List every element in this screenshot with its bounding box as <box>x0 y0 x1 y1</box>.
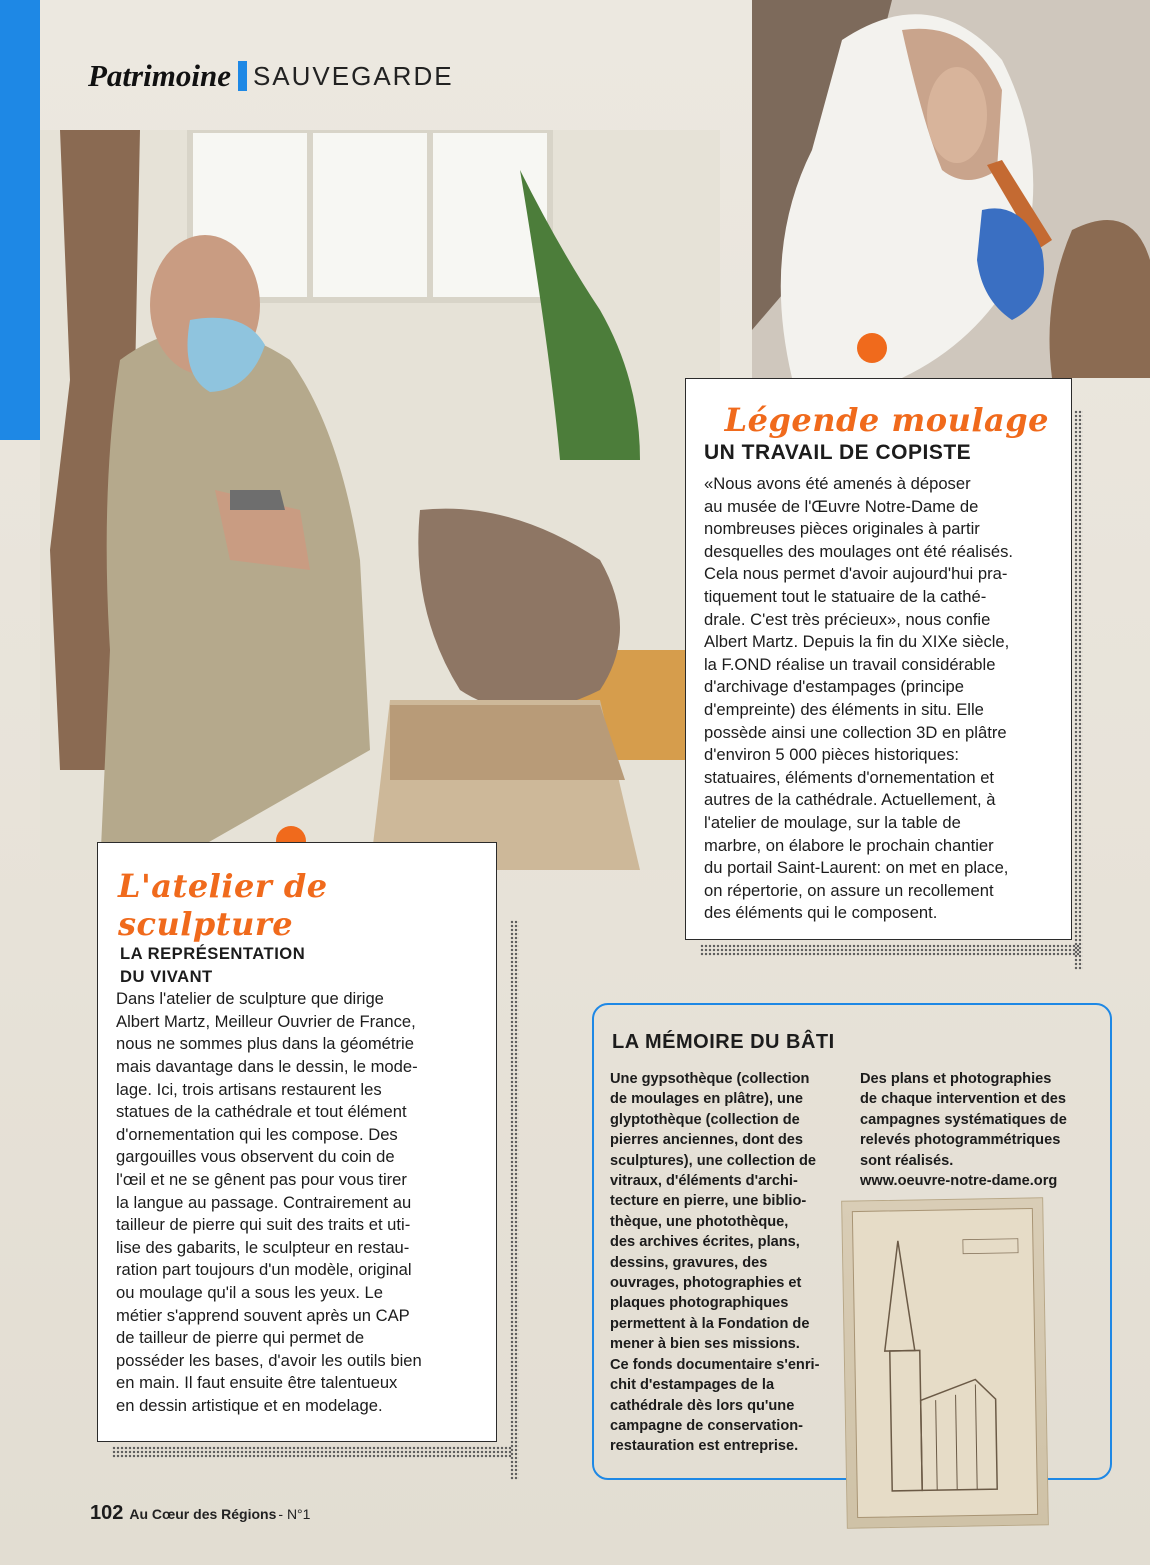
copiste-dotted-bottom <box>700 944 1080 956</box>
header-divider-bar <box>238 61 247 91</box>
magazine-name: Au Cœur des Régions <box>129 1506 277 1522</box>
section-header <box>88 58 454 94</box>
atelier-paragraph: Dans l'atelier de sculpture que dirige Albert Martz, Meilleur Ouvrier de France, nous ne sommes plus dans la géométrie mais davantage dans le dessin, le mode- lage. Ici, trois artisans restaurent les statues de la cathédrale et tout élément d'ornementation qui les compose. Des gargouilles vous observent du coin de l'œil et ne se gênent pas pour vous tirer la langue au passage. Contrairement au tailleur de pierre qui suit des traits et uti- lise des gabarits, le sculpteur en restau- ration part toujours d'un modèle, original ou moulage qu'il a sous les yeux. Le métier s'apprend souvent après un CAP de tailleur de pierre qui permet de posséder les bases, d'avoir les outils bien en main. Il faut ensuite être talentueux en dessin artistique et en modelage. <box>116 989 422 1415</box>
copiste-paragraph: «Nous avons été amenés à déposer au musée de l'Œuvre Notre-Dame de nombreuses pièces originales à partir desquelles des moulages ont été réalisés. Cela nous permet d'avoir aujourd'hui pra- tiquement tout le statuaire de la cathé- drale. C'est très précieux», nous confie Albert Martz. Depuis la fin du XIXe siècle, la F.OND réalise un travail considérable d'archivage d'estampages (principe d'empreinte) des éléments in situ. Elle possède ainsi une collection 3D en plâtre d'environ 5 000 pièces historiques: statuaires, éléments d'ornementation et autres de la cathédrale. Actuellement, à l'atelier de moulage, sur la table de marbre, on élabore le prochain chantier du portail Saint-Laurent: on met en place, on répertorie, on assure un recollement des éléments qui le composent. <box>704 474 1014 923</box>
issue-number: - N°1 <box>278 1506 311 1522</box>
section-title: Patrimoine <box>88 58 231 93</box>
cathedral-drawing-image <box>841 1197 1049 1528</box>
statue-molding-photo <box>752 0 1150 378</box>
copiste-dotted-edge <box>1074 410 1083 970</box>
atelier-box <box>97 842 497 1442</box>
copiste-heading: UN TRAVAIL DE COPISTE <box>704 441 972 464</box>
atelier-dotted-bottom <box>112 1446 512 1458</box>
memoire-right-column: Des plans et photographies de chaque intervention et des campagnes systématiques de relevés photogrammétriques sont réalisés. www.oeuvre-notre-dame.org <box>860 1071 1067 1190</box>
atelier-heading: LA REPRÉSENTATION DU VIVANT <box>120 944 306 986</box>
memoire-title: LA MÉMOIRE DU BÂTI <box>612 1031 835 1053</box>
atelier-dotted-edge <box>510 920 519 1480</box>
copiste-script-title: Légende moulage <box>724 401 1049 439</box>
orange-marker-dot <box>857 333 887 363</box>
page-footer <box>90 1502 310 1525</box>
memoire-box <box>592 1003 1112 1480</box>
atelier-script-title: L'atelier de sculpture <box>118 867 328 943</box>
sculptor-workshop-photo <box>40 130 720 870</box>
page-number: 102 <box>90 1502 124 1524</box>
memoire-left-column: Une gypsothèque (collection de moulages en plâtre), une glyptothèque (collection de pierres anciennes, dont des sculptures), une collection de vitraux, d'éléments d'archi- tecture en pierre, une biblio- thèque, une photothèque, des archives écrites, plans, dessins, gravures, des ouvrages, photographies et plaques photographiques permettent à la Fondation de mener à bien ses missions. Ce fonds documentaire s'enri- chit d'estampages de la cathédrale dès lors qu'une campagne de conservation- restauration est entreprise. <box>610 1071 820 1455</box>
copiste-box <box>685 378 1072 940</box>
section-color-tab <box>0 0 40 440</box>
section-subtitle: SAUVEGARDE <box>252 60 454 91</box>
